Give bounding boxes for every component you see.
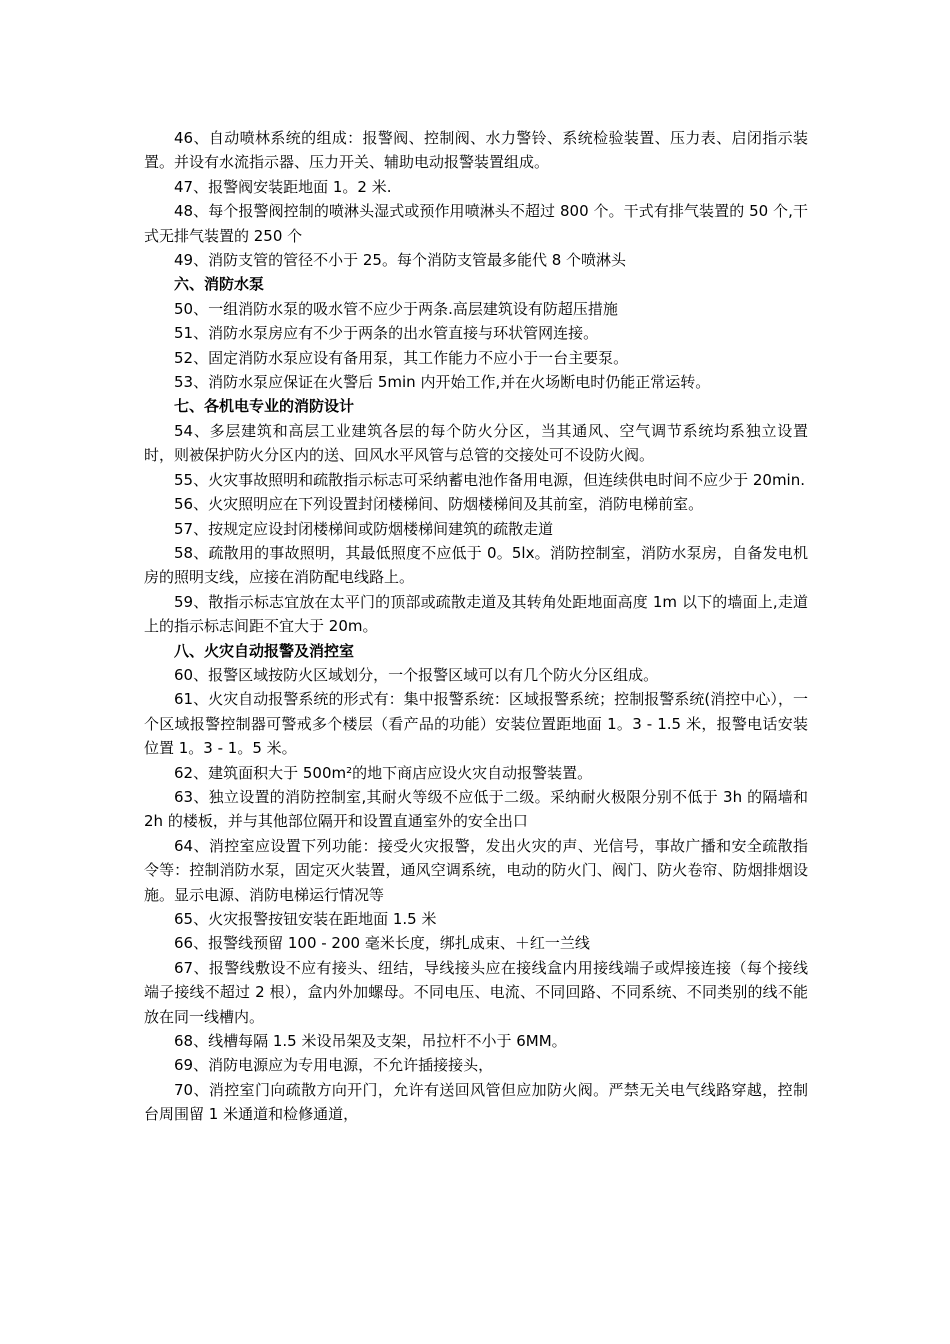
item-66: 66、报警线预留 100 - 200 毫米长度，绑扎成束、＋红一兰线 <box>174 934 590 953</box>
section-heading-fire-alarm: 八、火灾自动报警及消控室 <box>174 641 355 660</box>
item-68: 68、线槽每隔 1.5 米设吊架及支架，吊拉杆不小于 6MM。 <box>174 1032 567 1051</box>
item-55: 55、火灾事故照明和疏散指示标志可采纳蓄电池作备用电源，但连续供电时间不应少于 20min. <box>174 470 806 489</box>
item-64: 64、消控室应设置下列功能：接受火灾报警，发出火灾的声、光信号，事故广播和安全疏散指令等：控制消防水泵，固定灭火装置，通风空调系统，电动的防火门、阀门、防火卷帘、防烟排烟设施。显示电源、消防电梯运行情况等 <box>144 836 808 904</box>
item-54: 54、多层建筑和高层工业建筑各层的每个防火分区，当其通风、空气调节系统均系独立设置时，则被保护防火分区内的送、回风水平风管与总管的交接处可不设防火阀。 <box>144 421 808 465</box>
item-51: 51、消防水泵房应有不少于两条的出水管直接与环状管网连接。 <box>174 324 599 343</box>
item-67: 67、报警线敷设不应有接头、纽结，导线接头应在接线盒内用接线端子或焊接连接（每个接线端子接线不超过 2 根），盒内外加螺母。不同电压、电流、不同回路、不同系统、不同类别的线不能放在同一线槽内。 <box>144 958 808 1026</box>
item-47: 47、报警阀安装距地面 1。2 米. <box>174 177 392 196</box>
item-50: 50、一组消防水泵的吸水管不应少于两条.高层建筑设有防超压措施 <box>174 299 618 318</box>
item-70: 70、消控室门向疏散方向开门，允许有送回风管但应加防火阀。严禁无关电气线路穿越，控制台周围留 1 米通道和检修通道， <box>144 1080 808 1124</box>
item-49: 49、消防支管的管径不小于 25。每个消防支管最多能代 8 个喷淋头 <box>174 251 627 270</box>
document-body <box>144 126 808 1127</box>
item-65: 65、火灾报警按钮安装在距地面 1.5 米 <box>174 910 437 928</box>
section-heading-fire-pump: 六、消防水泵 <box>174 275 265 294</box>
item-63: 63、独立设置的消防控制室,其耐火等级不应低于二级。采纳耐火极限分别不低于 3h 的隔墙和 2h 的楼板，并与其他部位隔开和设置直通室外的安全出口 <box>144 787 808 831</box>
item-57: 57、按规定应设封闭楼梯间或防烟楼梯间建筑的疏散走道 <box>174 519 554 538</box>
item-46: 46、自动喷林系统的组成：报警阀、控制阀、水力警铃、系统检验装置、压力表、启闭指示装置。并设有水流指示器、压力开关、辅助电动报警装置组成。 <box>144 129 808 172</box>
item-48: 48、每个报警阀控制的喷淋头湿式或预作用喷淋头不超过 800 个。干式有排气装置的 50 个,干式无排气装置的 250 个 <box>144 202 808 245</box>
item-56: 56、火灾照明应在下列设置封闭楼梯间、防烟楼梯间及其前室，消防电梯前室。 <box>174 495 704 514</box>
section-heading-mep-fire-design: 七、各机电专业的消防设计 <box>174 397 355 416</box>
item-62: 62、建筑面积大于 500m²的地下商店应设火灾自动报警装置。 <box>174 763 593 782</box>
item-52: 52、固定消防水泵应设有备用泵，其工作能力不应小于一台主要泵。 <box>174 348 629 367</box>
item-58: 58、疏散用的事故照明，其最低照度不应低于 0。5lx。消防控制室，消防水泵房，自备发电机房的照明支线，应接在消防配电线路上。 <box>144 543 808 587</box>
item-69: 69、消防电源应为专用电源，不允许插接接头， <box>174 1056 494 1075</box>
item-61: 61、火灾自动报警系统的形式有：集中报警系统：区域报警系统；控制报警系统(消控中心），一个区域报警控制器可警戒多个楼层（看产品的功能）安装位置距地面 1。3 - 1.5 米，报警电话安装位置 1。3 - 1。5 米。 <box>144 690 808 758</box>
item-53: 53、消防水泵应保证在火警后 5min 内开始工作,并在火场断电时仍能正常运转。 <box>174 373 711 392</box>
item-59: 59、散指示标志宜放在太平门的顶部或疏散走道及其转角处距地面高度 1m 以下的墙面上,走道上的指示标志间距不宜大于 20m。 <box>144 592 808 636</box>
item-60: 60、报警区域按防火区域划分，一个报警区域可以有几个防火分区组成。 <box>174 665 659 684</box>
